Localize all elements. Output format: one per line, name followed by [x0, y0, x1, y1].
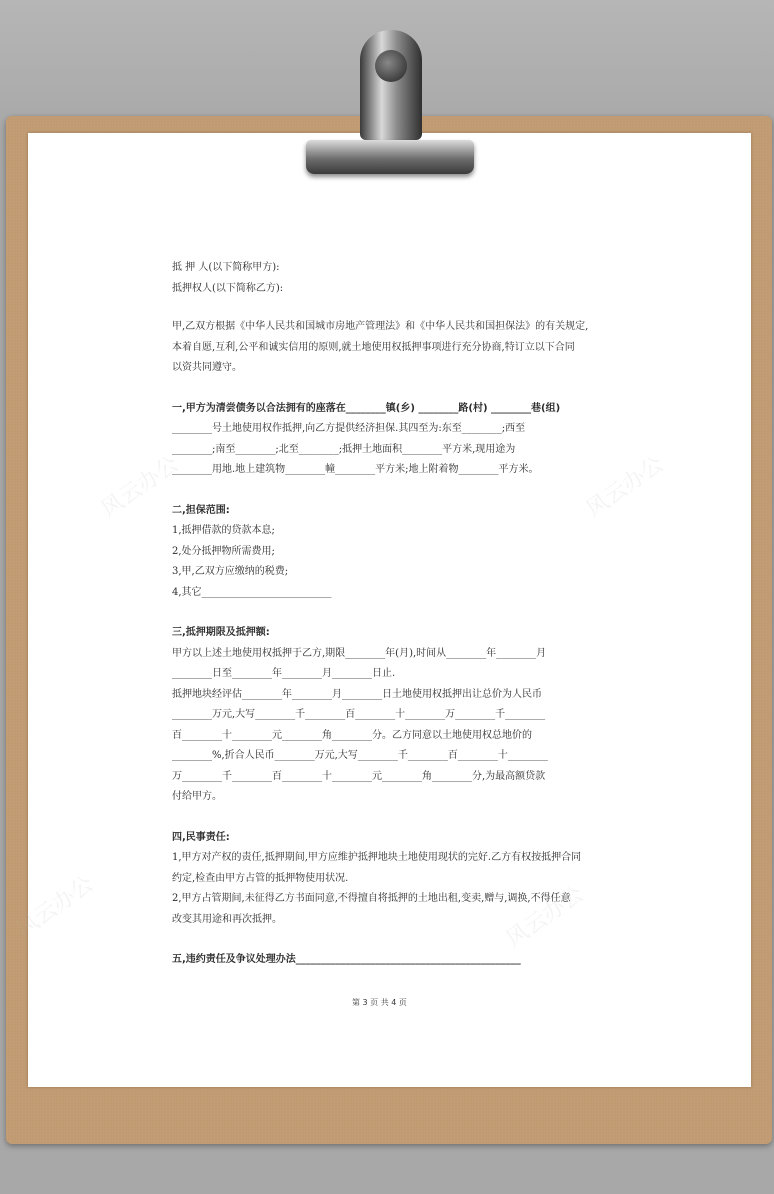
- watermark: 风云办公: [96, 451, 184, 523]
- text-line: 以资共同遵守。: [172, 362, 242, 373]
- text-line: 3,甲,乙双方应缴纳的税费;: [172, 566, 289, 577]
- text-line: ________日至________年________月________日止.: [172, 668, 396, 679]
- clip-ring: [360, 30, 422, 140]
- text-line: ________用地.地上建筑物________幢________平方米;地上附着物________平方米。: [172, 464, 539, 475]
- text-line: 2,甲方占管期间,未征得乙方书面同意,不得擅自将抵押的土地出租,变卖,赠与,调换,不得任意: [172, 893, 571, 904]
- text-line: 甲,乙双方根据《中华人民共和国城市房地产管理法》和《中华人民共和国担保法》的有关规定,: [172, 321, 589, 332]
- watermark: 风云办公: [501, 881, 589, 953]
- watermark: 风云办公: [581, 451, 669, 523]
- text-line: 1,抵押借款的贷款本息;: [172, 525, 275, 536]
- clip-hole: [375, 50, 407, 82]
- text-line: 1,甲方对产权的责任,抵押期间,甲方应维护抵押地块土地使用现状的完好.乙方有权按抵押合同: [172, 852, 582, 863]
- section-heading: 三,抵押期限及抵押额:: [172, 627, 270, 638]
- text-line: 抵 押 人(以下简称甲方):: [172, 262, 280, 273]
- section-heading: 二,担保范围:: [172, 504, 230, 516]
- text-line: 本着自愿,互利,公平和诚实信用的原则,就土地使用权抵押事项进行充分协商,特订立以下合同: [172, 341, 575, 353]
- text-line: 约定,检查由甲方占管的抵押物使用状况.: [172, 872, 349, 884]
- text-line: 付给甲方。: [172, 791, 222, 802]
- text-line: ________万元,大写________千________百________十________万________千________: [172, 709, 546, 720]
- text-line: 改变其用途和再次抵押。: [172, 913, 282, 925]
- text-line: 抵押权人(以下简称乙方):: [172, 282, 284, 294]
- text-line: ________号土地使用权作抵押,向乙方提供经济担保.其四至为:东至________;西至: [172, 423, 526, 434]
- text-line: 4,其它__________________________: [172, 586, 332, 598]
- page-number: 第 3 页 共 4 页: [352, 998, 407, 1007]
- contract-body: [172, 258, 602, 971]
- text-line: ________%,折合人民币________万元,大写________千________百________十________: [172, 750, 548, 761]
- text-line: 2,处分抵押物所需费用;: [172, 545, 275, 557]
- clip-plate: [306, 140, 474, 174]
- text-line: 抵押地块经评估________年________月________日土地使用权抵押出让总价为人民币: [172, 688, 542, 700]
- text-line: 百________十________元________角________分。乙方同意以土地使用权总地价的: [172, 729, 532, 741]
- section-heading: 一,甲方为清尝债务以合法拥有的座落在________镇(乡) ________路(村) ________巷(组): [172, 402, 561, 414]
- watermark: 风云办公: [11, 871, 99, 943]
- text-line: 甲方以上述土地使用权抵押于乙方,期限________年(月),时间从________年________月: [172, 647, 547, 659]
- section-heading: 四,民事责任:: [172, 831, 230, 843]
- section-heading: 五,违约责任及争议处理办法_____________________________________________: [172, 954, 521, 965]
- text-line: 万________千________百________十________元________角________分,为最高额贷款: [172, 770, 546, 782]
- text-line: ________;南至________;北至________;抵押土地面积________平方米,现用途为: [172, 443, 516, 455]
